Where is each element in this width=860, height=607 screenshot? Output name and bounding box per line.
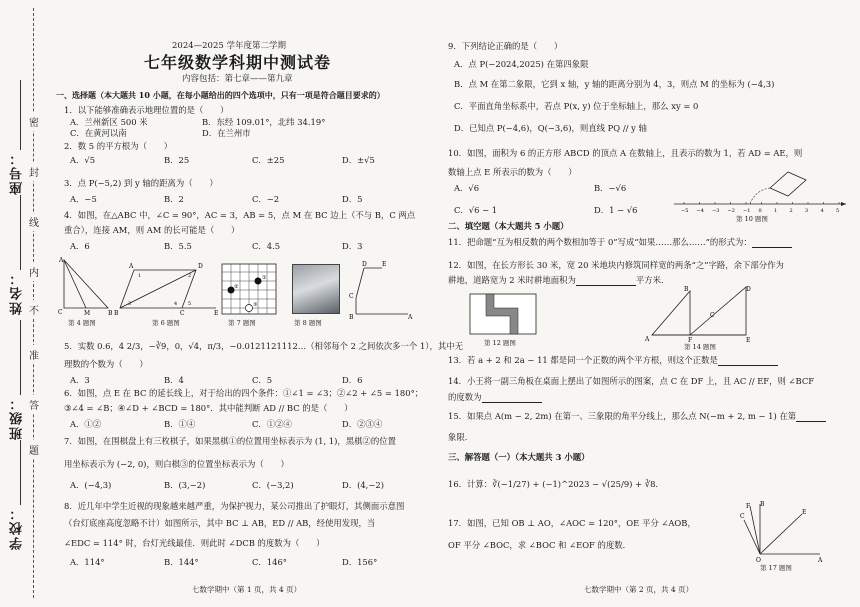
q6-stem: 6．如图，点 E 在 BC 的延长线上，对于给出的四个条件：①∠1 = ∠3；②∠2 + ∠5 = 180°； bbox=[64, 388, 424, 398]
fig4-label-b: B bbox=[108, 310, 113, 316]
fig7-mark-2: ② bbox=[234, 284, 239, 290]
q9-option-a: A．点 P(−2024,2025) 在第四象限 bbox=[454, 59, 589, 69]
q10-option-d: D．1 − √6 bbox=[594, 205, 638, 215]
q7-stem: 7．如图，在围棋盘上有三枚棋子，如果黑棋①的位置用坐标表示为 (1, 1)，黑棋②的位置 bbox=[64, 436, 397, 446]
fig4-caption: 第 4 题图 bbox=[68, 319, 96, 327]
q4-option-c: C．4.5 bbox=[252, 241, 281, 251]
q3-option-d: D．5 bbox=[342, 194, 363, 204]
fig17-label-b: B bbox=[760, 501, 765, 508]
binding-strip bbox=[0, 0, 48, 607]
q4-option-a: A．6 bbox=[70, 241, 90, 251]
fig17-label-a: A bbox=[818, 557, 823, 564]
q3-option-b: B．2 bbox=[164, 194, 184, 204]
q12-stem-2: 耕地，道路宽为 2 米时耕地面积为 平方米． bbox=[448, 275, 670, 285]
q1-option-b: B．东经 109.01°，北纬 34.19° bbox=[202, 117, 326, 127]
q5-option-d: D．6 bbox=[342, 375, 363, 385]
school-blank-line bbox=[20, 440, 21, 505]
number-line-tick-label: 4 bbox=[820, 208, 824, 214]
white-stone-3 bbox=[246, 305, 253, 312]
fig6-angle-5: 5 bbox=[188, 301, 192, 307]
q11-stem: 11．把命题“互为相反数的两个数相加等于 0”写成“如果……那么……”的形式为： bbox=[448, 238, 792, 248]
section1-heading: 一、选择题（本大题共 10 小题，在每小题给出的四个选项中，只有一项是符合题目要求的） bbox=[56, 90, 385, 100]
name-label: 姓名： bbox=[10, 270, 25, 315]
fig6-angle-4: 4 bbox=[174, 301, 178, 307]
desk-lamp-photo bbox=[292, 264, 340, 314]
q15-stem-2: 象限． bbox=[448, 432, 474, 442]
q9-stem: 9．下列结论正确的是（ ） bbox=[448, 41, 563, 51]
exam-title: 七年级数学科期中测试卷 bbox=[144, 53, 332, 72]
q5-stem: 5．实数 0.6，4 2/3，−∛9，0，√4，π/3，−0.0121121112…（相邻每个 2 之间依次多一个 1），其中无 bbox=[64, 341, 463, 351]
q10-option-a: A．√6 bbox=[454, 183, 480, 193]
fig8-label-e: E bbox=[382, 261, 387, 268]
q10-option-b: B．−√6 bbox=[594, 183, 627, 193]
q9-option-d: D．已知点 P(−4,6)，Q(−3,6)，则直线 PQ // y 轴 bbox=[454, 123, 647, 133]
q3-option-a: A．−5 bbox=[70, 194, 97, 204]
fig4-label-a: A bbox=[59, 257, 64, 264]
q8-stem-2: （台灯底座高度忽略不计）如图所示，其中 BC ⊥ AB，ED // AB，经使用发现，当 bbox=[64, 518, 376, 528]
fig17-label-e: E bbox=[802, 509, 807, 516]
fig6-caption: 第 6 题图 bbox=[152, 319, 180, 327]
fig14-label-a: A bbox=[645, 336, 650, 343]
fig7-go-board bbox=[220, 262, 278, 316]
fig12-zigzag-road bbox=[468, 292, 538, 336]
fig17-label-o: O bbox=[756, 557, 761, 564]
q2-option-d: D．±√5 bbox=[342, 155, 375, 165]
seat-blank-line bbox=[20, 80, 21, 150]
fig6-angle-2: 2 bbox=[188, 273, 192, 279]
q14-stem-2: 的度数为 bbox=[448, 393, 542, 403]
page2-footer: 七数学期中（第 2 页，共 4 页） bbox=[584, 585, 694, 594]
q5-option-c: C．5 bbox=[252, 375, 273, 385]
number-line-tick-label: 3 bbox=[805, 208, 809, 214]
q6-stem-2: ③∠4 = ∠B；④∠D + ∠BCD = 180°．其中能判断 AD // BC 的是（ ） bbox=[64, 403, 353, 413]
q13-stem: 13．若 a + 2 和 2a − 11 都是同一个正数的两个平方根，则这个正数是 bbox=[448, 356, 778, 366]
fig6-angle-1: 1 bbox=[138, 273, 142, 279]
fig6-label-e: E bbox=[214, 310, 219, 317]
q7-option-a: A．(−4,3) bbox=[70, 480, 112, 490]
fig14-label-d: D bbox=[746, 286, 751, 293]
q8-option-a: A．114° bbox=[70, 557, 105, 567]
q2-option-a: A．√5 bbox=[70, 155, 96, 165]
q7-option-b: B．(3,−2) bbox=[164, 480, 206, 490]
fig8-label-b: B bbox=[349, 314, 354, 320]
section2-heading: 二、填空题（本大题共 5 小题） bbox=[448, 221, 569, 231]
q6-option-a: A．①② bbox=[70, 419, 102, 429]
fig8-label-a: A bbox=[408, 314, 413, 320]
section3-heading: 三、解答题（一）（本大题共 3 小题） bbox=[448, 452, 590, 462]
fig14-label-f: F bbox=[688, 337, 693, 343]
page1-footer: 七数学期中（第 1 页，共 4 页） bbox=[192, 585, 302, 594]
exam-scope: 内容包括：第七章——第九章 bbox=[182, 74, 293, 84]
number-line-tick-label: −2 bbox=[727, 208, 735, 214]
q5-stem-2: 理数的个数为（ ） bbox=[64, 359, 148, 369]
q6-option-b: B．①④ bbox=[164, 419, 196, 429]
fig4-label-m: M bbox=[84, 310, 91, 316]
q8-stem-3: ∠EDC = 114° 时，台灯光线最佳．则此时 ∠DCB 的度数为（ ） bbox=[64, 538, 325, 548]
q8-option-c: C．146° bbox=[252, 557, 287, 567]
q12-stem: 12．如图，在长方形长 30 米，宽 20 米地块内修筑同样宽的两条“之”字路，余下部分作为 bbox=[448, 260, 784, 270]
q4-stem-2: 重合），连接 AM，则 AM 的长可能是（ ） bbox=[64, 225, 240, 235]
number-line-tick-label: −1 bbox=[743, 208, 751, 214]
name-blank-line bbox=[20, 195, 21, 270]
q1-stem: 1．以下能够准确表示地理位置的是（ ） bbox=[64, 105, 229, 115]
q10-stem: 10．如图，面积为 6 的正方形 ABCD 的顶点 A 在数轴上，且表示的数为 1，若 AD = AE，则 bbox=[448, 148, 803, 158]
q17-stem-2: OF 平分 ∠BOC，求 ∠BOC 和 ∠EOF 的度数． bbox=[448, 540, 632, 550]
q6-option-c: C．①②④ bbox=[252, 419, 292, 429]
q9-option-c: C．平面直角坐标系中，若点 P(x, y) 位于坐标轴上，那么 xy = 0 bbox=[454, 101, 699, 111]
q3-stem: 3．点 P(−5,2) 到 y 轴的距离为（ ） bbox=[64, 178, 218, 188]
q7-stem-2: 用坐标表示为 (−2, 0)，则白棋③的位置坐标表示为（ ） bbox=[64, 459, 289, 469]
number-line-tick-label: −5 bbox=[681, 208, 689, 214]
number-line-tick-label: 1 bbox=[774, 208, 778, 214]
fig12-caption: 第 12 题图 bbox=[484, 339, 516, 347]
right-page bbox=[444, 0, 854, 607]
number-line-tick-label: −3 bbox=[712, 208, 720, 214]
fig14-caption: 第 14 题图 bbox=[684, 343, 716, 351]
q1-option-d: D．在兰州市 bbox=[202, 128, 251, 138]
fig6-label-a: A bbox=[129, 263, 134, 270]
q10-stem-2: 数轴上点 E 所表示的数为（ ） bbox=[448, 167, 577, 177]
q4-stem: 4．如图，在△ABC 中，∠C = 90°，AC = 3，AB = 5，点 M 在 BC 边上（不与 B，C 两点 bbox=[64, 210, 416, 220]
cut-word: 密 bbox=[29, 112, 39, 131]
fig7-mark-3: ③ bbox=[253, 302, 258, 308]
q16-stem: 16．计算：∛(−1/27) + (−1)^2023 − √(25/9) + ∛8． bbox=[448, 479, 664, 489]
fig17-label-c: C bbox=[740, 513, 745, 520]
q2-option-c: C．±25 bbox=[252, 155, 285, 165]
school-year: 2024—2025 学年度第二学期 bbox=[172, 41, 286, 51]
q8-option-d: D．156° bbox=[342, 557, 378, 567]
fig14-label-b: B bbox=[684, 286, 689, 293]
q1-option-c: C．在黄河以南 bbox=[70, 128, 127, 138]
fig10-caption: 第 10 题图 bbox=[736, 215, 768, 223]
number-line-tick-label: 5 bbox=[836, 208, 840, 214]
class-label: 班级： bbox=[10, 395, 25, 440]
q5-option-b: B．4 bbox=[164, 375, 184, 385]
cut-word: 答 bbox=[29, 395, 39, 414]
cut-word: 准 bbox=[29, 345, 39, 364]
number-line-tick-label: 0 bbox=[758, 208, 762, 214]
fig6-label-d: D bbox=[198, 263, 203, 270]
seat-label: 座号： bbox=[10, 150, 25, 195]
fig6-label-c: C bbox=[180, 310, 185, 317]
q15-stem: 15．如果点 A(m − 2, 2m) 在第一、三象限的角平分线上，那么点 N(−m + 2, m − 1) 在第 bbox=[448, 412, 826, 422]
q7-option-c: C．(−3,2) bbox=[252, 480, 294, 490]
fig7-mark-1: ① bbox=[262, 275, 267, 281]
fig14-triangles bbox=[644, 283, 754, 343]
fig4-label-c: C bbox=[58, 309, 63, 316]
cut-word: 内 bbox=[29, 262, 39, 281]
fig6-angle-3: 3 bbox=[128, 301, 132, 307]
q7-option-d: D．(4,−2) bbox=[342, 480, 384, 490]
fig6-parallelogram bbox=[112, 262, 222, 317]
number-line-tick-label: −4 bbox=[696, 208, 704, 214]
q3-option-c: C．−2 bbox=[252, 194, 280, 204]
fig10-number-line bbox=[670, 166, 850, 216]
q8-option-b: B．144° bbox=[164, 557, 199, 567]
fig8-caption: 第 8 题图 bbox=[294, 319, 322, 327]
q10-option-c: C．√6 − 1 bbox=[454, 205, 498, 215]
fig17-label-f: F bbox=[746, 503, 751, 510]
q2-option-b: B．25 bbox=[164, 155, 190, 165]
q9-option-b: B．点 M 在第二象限，它到 x 轴，y 轴的距离分别为 4，3，则点 M 的坐标为 (−4,3) bbox=[454, 79, 775, 89]
q2-stem: 2．数 5 的平方根为（ ） bbox=[64, 141, 173, 151]
school-label: 学校： bbox=[10, 505, 25, 550]
cut-word: 不 bbox=[29, 300, 39, 319]
fig17-angles bbox=[740, 500, 824, 564]
q14-stem: 14．小王将一副三角板在桌面上摆出了如图所示的图案，点 C 在 DF 上，且 AC // EF，则 ∠BCF bbox=[448, 376, 815, 386]
fig6-label-b: B bbox=[114, 310, 119, 317]
cut-word: 线 bbox=[29, 212, 39, 231]
black-stone-1 bbox=[255, 278, 262, 285]
q4-option-b: B．5.5 bbox=[164, 241, 192, 251]
fig7-caption: 第 7 题图 bbox=[228, 319, 256, 327]
cut-word: 封 bbox=[29, 162, 39, 181]
cut-word: 题 bbox=[29, 440, 39, 459]
q6-option-d: D．②③④ bbox=[342, 419, 383, 429]
q8-stem: 8．近几年中学生近视的现象越来越严重，为保护视力，某公司推出了护眼灯，其侧面示意图 bbox=[64, 501, 405, 511]
q1-option-a: A．兰州新区 500 米 bbox=[70, 117, 148, 127]
q5-option-a: A．3 bbox=[70, 375, 90, 385]
fig14-label-e: E bbox=[746, 337, 751, 343]
q17-stem: 17．如图，已知 OB ⊥ AO，∠AOC = 120°，OE 平分 ∠AOB， bbox=[448, 518, 696, 528]
fig14-label-c: C bbox=[710, 312, 715, 319]
fig8-lamp-diagram bbox=[348, 258, 418, 320]
class-blank-line bbox=[20, 320, 21, 395]
fig4-triangle bbox=[56, 256, 116, 316]
number-line-tick-label: 2 bbox=[789, 208, 793, 214]
fig8-label-d: D bbox=[362, 261, 367, 268]
fig8-label-c: C bbox=[349, 293, 354, 300]
fig17-caption: 第 17 题图 bbox=[760, 564, 792, 572]
q4-option-d: D．3 bbox=[342, 241, 363, 251]
